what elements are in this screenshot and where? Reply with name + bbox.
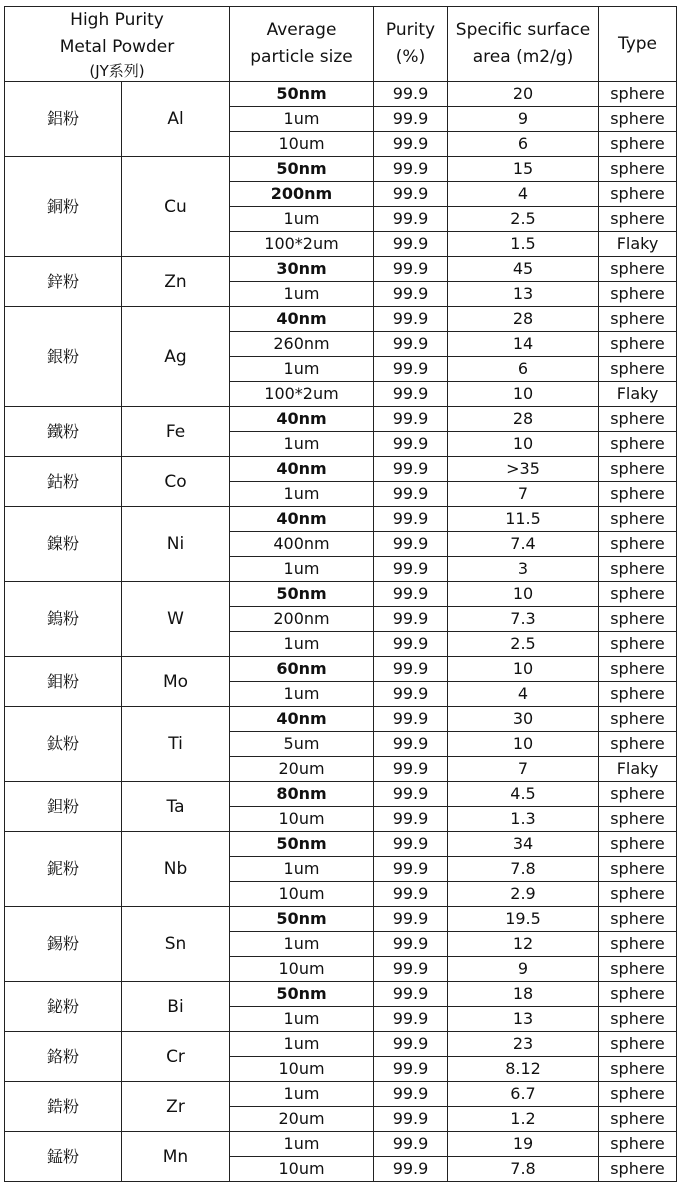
powder-chinese-name: 銀粉 <box>5 307 122 407</box>
type-cell: sphere <box>599 932 677 957</box>
purity-cell: 99.9 <box>374 482 448 507</box>
surface-area-cell: 9 <box>448 957 599 982</box>
purity-cell: 99.9 <box>374 1132 448 1157</box>
particle-size-cell: 1um <box>230 1132 374 1157</box>
type-cell: sphere <box>599 1057 677 1082</box>
particle-size-cell: 60nm <box>230 657 374 682</box>
particle-size-cell: 200nm <box>230 182 374 207</box>
surface-area-cell: 13 <box>448 1007 599 1032</box>
header-purity-line2: (%) <box>395 47 426 67</box>
surface-area-cell: 10 <box>448 657 599 682</box>
purity-cell: 99.9 <box>374 932 448 957</box>
particle-size-cell: 50nm <box>230 982 374 1007</box>
element-symbol: Zr <box>122 1082 230 1132</box>
purity-cell: 99.9 <box>374 207 448 232</box>
element-symbol: Ag <box>122 307 230 407</box>
table-row <box>5 407 677 432</box>
header-particle-size <box>230 7 374 82</box>
powder-chinese-name: 鈦粉 <box>5 707 122 782</box>
surface-area-cell: 2.5 <box>448 632 599 657</box>
type-cell: sphere <box>599 882 677 907</box>
header-purity-line1: Purity <box>385 20 436 40</box>
type-cell: sphere <box>599 357 677 382</box>
surface-area-cell: 4 <box>448 182 599 207</box>
purity-cell: 99.9 <box>374 807 448 832</box>
particle-size-cell: 400nm <box>230 532 374 557</box>
surface-area-cell: 2.9 <box>448 882 599 907</box>
surface-area-cell: 1.3 <box>448 807 599 832</box>
type-cell: sphere <box>599 182 677 207</box>
element-symbol: Bi <box>122 982 230 1032</box>
particle-size-cell: 40nm <box>230 407 374 432</box>
surface-area-cell: 34 <box>448 832 599 857</box>
surface-area-cell: 7.3 <box>448 607 599 632</box>
type-cell: sphere <box>599 982 677 1007</box>
type-cell: sphere <box>599 807 677 832</box>
surface-area-cell: 30 <box>448 707 599 732</box>
particle-size-cell: 40nm <box>230 457 374 482</box>
particle-size-cell: 1um <box>230 282 374 307</box>
particle-size-cell: 1um <box>230 1082 374 1107</box>
element-symbol: Mo <box>122 657 230 707</box>
purity-cell: 99.9 <box>374 1107 448 1132</box>
element-symbol: Fe <box>122 407 230 457</box>
powder-chinese-name: 鉬粉 <box>5 657 122 707</box>
purity-cell: 99.9 <box>374 182 448 207</box>
type-cell: sphere <box>599 257 677 282</box>
header-product <box>5 7 230 82</box>
particle-size-cell: 40nm <box>230 507 374 532</box>
particle-size-cell: 5um <box>230 732 374 757</box>
element-symbol: Ta <box>122 782 230 832</box>
powder-chinese-name: 錳粉 <box>5 1132 122 1182</box>
particle-size-cell: 50nm <box>230 582 374 607</box>
purity-cell: 99.9 <box>374 82 448 107</box>
particle-size-cell: 100*2um <box>230 232 374 257</box>
purity-cell: 99.9 <box>374 407 448 432</box>
table-row <box>5 707 677 732</box>
table-row <box>5 257 677 282</box>
surface-area-cell: 7 <box>448 757 599 782</box>
element-symbol: Sn <box>122 907 230 982</box>
surface-area-cell: 7 <box>448 482 599 507</box>
particle-size-cell: 1um <box>230 557 374 582</box>
particle-size-cell: 1um <box>230 932 374 957</box>
particle-size-cell: 1um <box>230 682 374 707</box>
powder-chinese-name: 鉍粉 <box>5 982 122 1032</box>
header-area-line1: Specific surface <box>455 20 591 40</box>
surface-area-cell: 6.7 <box>448 1082 599 1107</box>
surface-area-cell: 10 <box>448 382 599 407</box>
table-row <box>5 782 677 807</box>
type-cell: sphere <box>599 682 677 707</box>
purity-cell: 99.9 <box>374 257 448 282</box>
purity-cell: 99.9 <box>374 857 448 882</box>
surface-area-cell: 14 <box>448 332 599 357</box>
type-cell: sphere <box>599 1007 677 1032</box>
particle-size-cell: 50nm <box>230 832 374 857</box>
table-row <box>5 157 677 182</box>
particle-size-cell: 10um <box>230 1157 374 1182</box>
powder-chinese-name: 錫粉 <box>5 907 122 982</box>
purity-cell: 99.9 <box>374 332 448 357</box>
purity-cell: 99.9 <box>374 382 448 407</box>
type-cell: Flaky <box>599 232 677 257</box>
purity-cell: 99.9 <box>374 1082 448 1107</box>
header-purity <box>374 7 448 82</box>
table-row <box>5 457 677 482</box>
purity-cell: 99.9 <box>374 132 448 157</box>
table-row <box>5 1132 677 1157</box>
surface-area-cell: 20 <box>448 82 599 107</box>
table-row <box>5 982 677 1007</box>
purity-cell: 99.9 <box>374 432 448 457</box>
element-symbol: Al <box>122 82 230 157</box>
powder-chinese-name: 鉭粉 <box>5 782 122 832</box>
type-cell: sphere <box>599 482 677 507</box>
table-row <box>5 582 677 607</box>
element-symbol: Mn <box>122 1132 230 1182</box>
powder-chinese-name: 鈮粉 <box>5 832 122 907</box>
table-row <box>5 832 677 857</box>
powder-chinese-name: 鈷粉 <box>5 457 122 507</box>
type-cell: sphere <box>599 282 677 307</box>
table-row <box>5 1032 677 1057</box>
purity-cell: 99.9 <box>374 907 448 932</box>
element-symbol: Zn <box>122 257 230 307</box>
surface-area-cell: 10 <box>448 582 599 607</box>
particle-size-cell: 1um <box>230 357 374 382</box>
purity-cell: 99.9 <box>374 157 448 182</box>
surface-area-cell: 9 <box>448 107 599 132</box>
header-type <box>599 7 677 82</box>
purity-cell: 99.9 <box>374 1157 448 1182</box>
type-cell: sphere <box>599 1082 677 1107</box>
type-cell: sphere <box>599 782 677 807</box>
powder-chinese-name: 鋁粉 <box>5 82 122 157</box>
table-body <box>5 82 677 1182</box>
powder-chinese-name: 鋅粉 <box>5 257 122 307</box>
purity-cell: 99.9 <box>374 357 448 382</box>
purity-cell: 99.9 <box>374 1032 448 1057</box>
purity-cell: 99.9 <box>374 607 448 632</box>
surface-area-cell: 2.5 <box>448 207 599 232</box>
purity-cell: 99.9 <box>374 457 448 482</box>
table-row <box>5 657 677 682</box>
type-cell: sphere <box>599 1107 677 1132</box>
particle-size-cell: 10um <box>230 957 374 982</box>
surface-area-cell: 7.8 <box>448 1157 599 1182</box>
particle-size-cell: 50nm <box>230 157 374 182</box>
surface-area-cell: 6 <box>448 357 599 382</box>
type-cell: sphere <box>599 857 677 882</box>
header-row <box>5 7 677 82</box>
surface-area-cell: 10 <box>448 432 599 457</box>
particle-size-cell: 10um <box>230 882 374 907</box>
particle-size-cell: 10um <box>230 1057 374 1082</box>
header-product-line2: Metal Powder <box>59 37 175 57</box>
particle-size-cell: 200nm <box>230 607 374 632</box>
purity-cell: 99.9 <box>374 582 448 607</box>
particle-size-cell: 20um <box>230 757 374 782</box>
purity-cell: 99.9 <box>374 107 448 132</box>
surface-area-cell: 3 <box>448 557 599 582</box>
particle-size-cell: 1um <box>230 857 374 882</box>
particle-size-cell: 80nm <box>230 782 374 807</box>
type-cell: sphere <box>599 107 677 132</box>
purity-cell: 99.9 <box>374 282 448 307</box>
particle-size-cell: 100*2um <box>230 382 374 407</box>
particle-size-cell: 1um <box>230 107 374 132</box>
type-cell: sphere <box>599 407 677 432</box>
type-cell: sphere <box>599 582 677 607</box>
purity-cell: 99.9 <box>374 782 448 807</box>
type-cell: sphere <box>599 632 677 657</box>
type-cell: sphere <box>599 332 677 357</box>
particle-size-cell: 10um <box>230 132 374 157</box>
header-product-line3: (JY系列) <box>89 62 145 80</box>
surface-area-cell: 1.5 <box>448 232 599 257</box>
surface-area-cell: 4.5 <box>448 782 599 807</box>
type-cell: sphere <box>599 1032 677 1057</box>
surface-area-cell: 7.8 <box>448 857 599 882</box>
purity-cell: 99.9 <box>374 832 448 857</box>
powder-chinese-name: 鋯粉 <box>5 1082 122 1132</box>
particle-size-cell: 50nm <box>230 82 374 107</box>
type-cell: sphere <box>599 532 677 557</box>
header-product-line1: High Purity <box>70 10 164 30</box>
purity-cell: 99.9 <box>374 507 448 532</box>
table-row <box>5 1082 677 1107</box>
type-cell: sphere <box>599 832 677 857</box>
purity-cell: 99.9 <box>374 757 448 782</box>
type-cell: sphere <box>599 957 677 982</box>
surface-area-cell: 6 <box>448 132 599 157</box>
element-symbol: W <box>122 582 230 657</box>
particle-size-cell: 50nm <box>230 907 374 932</box>
particle-size-cell: 1um <box>230 207 374 232</box>
powder-spec-table <box>4 6 677 1182</box>
purity-cell: 99.9 <box>374 307 448 332</box>
purity-cell: 99.9 <box>374 982 448 1007</box>
element-symbol: Cr <box>122 1032 230 1082</box>
powder-chinese-name: 鎳粉 <box>5 507 122 582</box>
purity-cell: 99.9 <box>374 532 448 557</box>
surface-area-cell: 1.2 <box>448 1107 599 1132</box>
type-cell: Flaky <box>599 757 677 782</box>
header-type-label: Type <box>617 33 658 54</box>
table-row <box>5 82 677 107</box>
surface-area-cell: 8.12 <box>448 1057 599 1082</box>
type-cell: sphere <box>599 82 677 107</box>
type-cell: sphere <box>599 1132 677 1157</box>
type-cell: sphere <box>599 307 677 332</box>
powder-chinese-name: 鐵粉 <box>5 407 122 457</box>
particle-size-cell: 1um <box>230 1007 374 1032</box>
header-size-line1: Average <box>266 20 337 40</box>
surface-area-cell: 28 <box>448 307 599 332</box>
type-cell: sphere <box>599 207 677 232</box>
type-cell: sphere <box>599 707 677 732</box>
particle-size-cell: 10um <box>230 807 374 832</box>
element-symbol: Nb <box>122 832 230 907</box>
header-surface-area <box>448 7 599 82</box>
surface-area-cell: 45 <box>448 257 599 282</box>
surface-area-cell: 18 <box>448 982 599 1007</box>
powder-chinese-name: 鉻粉 <box>5 1032 122 1082</box>
type-cell: sphere <box>599 732 677 757</box>
element-symbol: Ti <box>122 707 230 782</box>
particle-size-cell: 1um <box>230 632 374 657</box>
powder-chinese-name: 銅粉 <box>5 157 122 257</box>
type-cell: sphere <box>599 1157 677 1182</box>
purity-cell: 99.9 <box>374 707 448 732</box>
header-size-line2: particle size <box>250 47 353 67</box>
particle-size-cell: 40nm <box>230 307 374 332</box>
purity-cell: 99.9 <box>374 557 448 582</box>
purity-cell: 99.9 <box>374 232 448 257</box>
type-cell: sphere <box>599 132 677 157</box>
surface-area-cell: >35 <box>448 457 599 482</box>
surface-area-cell: 12 <box>448 932 599 957</box>
purity-cell: 99.9 <box>374 1057 448 1082</box>
purity-cell: 99.9 <box>374 1007 448 1032</box>
element-symbol: Co <box>122 457 230 507</box>
type-cell: sphere <box>599 457 677 482</box>
type-cell: sphere <box>599 507 677 532</box>
particle-size-cell: 40nm <box>230 707 374 732</box>
type-cell: sphere <box>599 157 677 182</box>
surface-area-cell: 19 <box>448 1132 599 1157</box>
element-symbol: Cu <box>122 157 230 257</box>
type-cell: sphere <box>599 657 677 682</box>
table-row <box>5 507 677 532</box>
particle-size-cell: 1um <box>230 482 374 507</box>
surface-area-cell: 23 <box>448 1032 599 1057</box>
surface-area-cell: 28 <box>448 407 599 432</box>
type-cell: sphere <box>599 607 677 632</box>
purity-cell: 99.9 <box>374 882 448 907</box>
surface-area-cell: 11.5 <box>448 507 599 532</box>
type-cell: sphere <box>599 432 677 457</box>
surface-area-cell: 7.4 <box>448 532 599 557</box>
particle-size-cell: 30nm <box>230 257 374 282</box>
surface-area-cell: 10 <box>448 732 599 757</box>
purity-cell: 99.9 <box>374 632 448 657</box>
table-row <box>5 307 677 332</box>
particle-size-cell: 20um <box>230 1107 374 1132</box>
powder-chinese-name: 鎢粉 <box>5 582 122 657</box>
particle-size-cell: 1um <box>230 432 374 457</box>
type-cell: sphere <box>599 557 677 582</box>
surface-area-cell: 19.5 <box>448 907 599 932</box>
surface-area-cell: 13 <box>448 282 599 307</box>
particle-size-cell: 1um <box>230 1032 374 1057</box>
type-cell: sphere <box>599 907 677 932</box>
table-row <box>5 907 677 932</box>
purity-cell: 99.9 <box>374 657 448 682</box>
header-area-line2: area (m2/g) <box>472 47 574 67</box>
type-cell: Flaky <box>599 382 677 407</box>
surface-area-cell: 15 <box>448 157 599 182</box>
purity-cell: 99.9 <box>374 957 448 982</box>
surface-area-cell: 4 <box>448 682 599 707</box>
purity-cell: 99.9 <box>374 682 448 707</box>
element-symbol: Ni <box>122 507 230 582</box>
purity-cell: 99.9 <box>374 732 448 757</box>
particle-size-cell: 260nm <box>230 332 374 357</box>
